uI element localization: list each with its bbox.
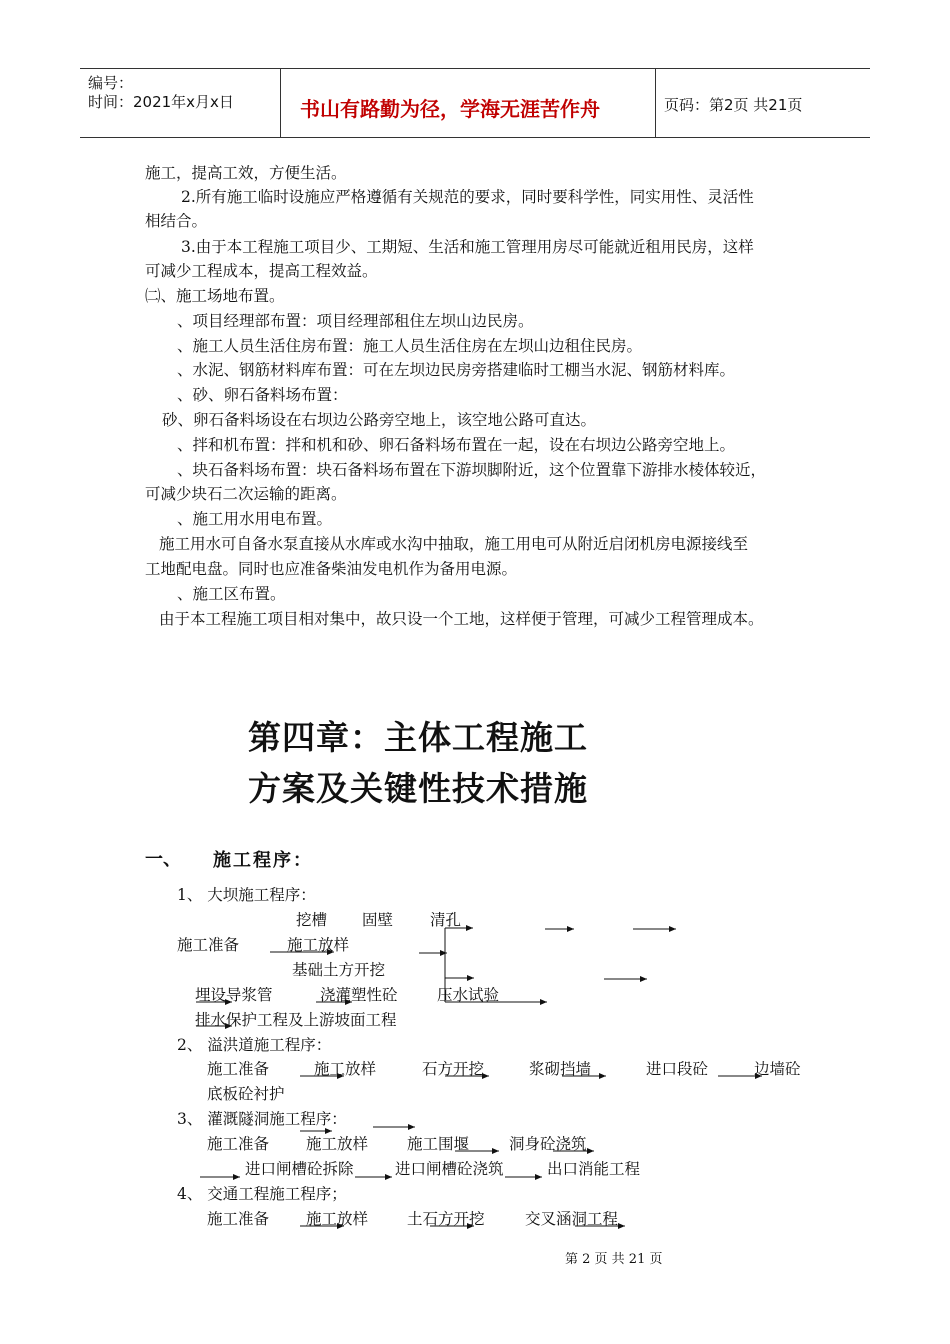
flow-node: 土石方开挖 [407,1210,485,1228]
flow-node: 石方开挖 [422,1060,485,1078]
header-code-label: 编号： [88,74,134,92]
flow-node: 施工围堰 [407,1135,470,1153]
flow-node: 施工准备 [177,936,240,954]
chapter-title-line2: 方案及关键性技术措施 [248,769,588,808]
paragraph-line: 、施工用水用电布置。 [177,510,333,528]
flow-node: 清孔 [430,911,462,929]
header-page-label: 页码：第2页 共21页 [664,96,803,114]
section-number: 一、 [145,849,181,870]
paragraph-line: 由于本工程施工项目相对集中，故只设一个工地，这样便于管理，可减少工程管理成本。 [159,610,764,628]
flow-node: 施工放样 [314,1060,377,1078]
flow-node: 进口闸槽砼拆除 [245,1160,354,1178]
paragraph-line: 2.所有施工临时设施应严格遵循有关规范的要求，同时要科学性，同实用性、灵活性 [181,188,754,206]
paragraph-line: 可减少工程成本，提高工程效益。 [145,262,378,280]
flow-node: 浆砌挡墙 [529,1060,592,1078]
flow-node: 埋设导浆管 [195,986,273,1004]
flow-node: 施工准备 [207,1135,270,1153]
flow-node: 底板砼衬护 [207,1085,285,1103]
paragraph-line: 施工，提高工效，方便生活。 [145,164,347,182]
paragraph-line: 、水泥、钢筋材料库布置：可在左坝边民房旁搭建临时工棚当水泥、钢筋材料库。 [177,361,736,379]
flow-node: 压水试验 [437,986,500,1004]
paragraph-line: 、施工区布置。 [177,585,286,603]
paragraph-line: 施工用水可自备水泵直接从水库或水沟中抽取，施工用电可从附近启闭机房电源接线至 [159,535,749,553]
flow-node: 挖槽 [296,911,328,929]
flow-node: 固壁 [362,911,394,929]
flow-node: 出口消能工程 [547,1160,641,1178]
flow-node: 进口闸槽砼浇筑 [395,1160,504,1178]
paragraph-line: 工地配电盘。同时也应准备柴油发电机作为备用电源。 [145,560,518,578]
flow-node: 进口段砼 [646,1060,709,1078]
flow-node: 施工准备 [207,1210,270,1228]
flow-title-tunnel: 3、 灌溉隧洞施工程序： [177,1110,347,1128]
flow-node: 基础土方开挖 [292,961,386,979]
flow-node: 边墙砼 [754,1060,801,1078]
paragraph-line: 、砂、卵石备料场布置： [177,386,348,404]
paragraph-line: 可减少块石二次运输的距离。 [145,485,347,503]
paragraph-line: 砂、卵石备料场设在右坝边公路旁空地上，该空地公路可直达。 [162,411,597,429]
paragraph-line: 、施工人员生活住房布置：施工人员生活住房在左坝山边租住民房。 [177,337,643,355]
page-footer: 第 2 页 共 21 页 [565,1252,663,1267]
header-date-label: 时间：2021年x月x日 [88,93,234,111]
flow-title-traffic: 4、 交通工程施工程序； [177,1185,347,1203]
header-motto: 书山有路勤为径，学海无涯苦作舟 [300,97,600,121]
paragraph-line: 、拌和机布置：拌和机和砂、卵石备料场布置在一起，设在右坝边公路旁空地上。 [177,436,736,454]
flow-title-spillway: 2、 溢洪道施工程序： [177,1036,332,1054]
paragraph-line: 相结合。 [145,212,208,230]
section-title: 施工程序： [213,850,313,871]
flow-node: 浇灌塑性砼 [320,986,398,1004]
flow-node: 施工放样 [287,936,350,954]
chapter-title-line1: 第四章：主体工程施工 [248,718,588,757]
flow-node: 施工放样 [306,1210,369,1228]
flow-node: 施工放样 [306,1135,369,1153]
paragraph-line: 、块石备料场布置：块石备料场布置在下游坝脚附近，这个位置靠下游排水棱体较近， [177,461,767,479]
paragraph-line: 3.由于本工程施工项目少、工期短、生活和施工管理用房尽可能就近租用民房，这样 [181,238,754,256]
flow-title-dam: 1、 大坝施工程序： [177,886,316,904]
flow-node: 洞身砼浇筑 [509,1135,587,1153]
flow-node: 排水保护工程及上游坡面工程 [195,1011,397,1029]
paragraph-line: 、项目经理部布置：项目经理部租住左坝山边民房。 [177,312,534,330]
subsection-heading: ㈡、施工场地布置。 [145,287,285,305]
flow-node: 交叉涵洞工程 [525,1210,619,1228]
flow-node: 施工准备 [207,1060,270,1078]
